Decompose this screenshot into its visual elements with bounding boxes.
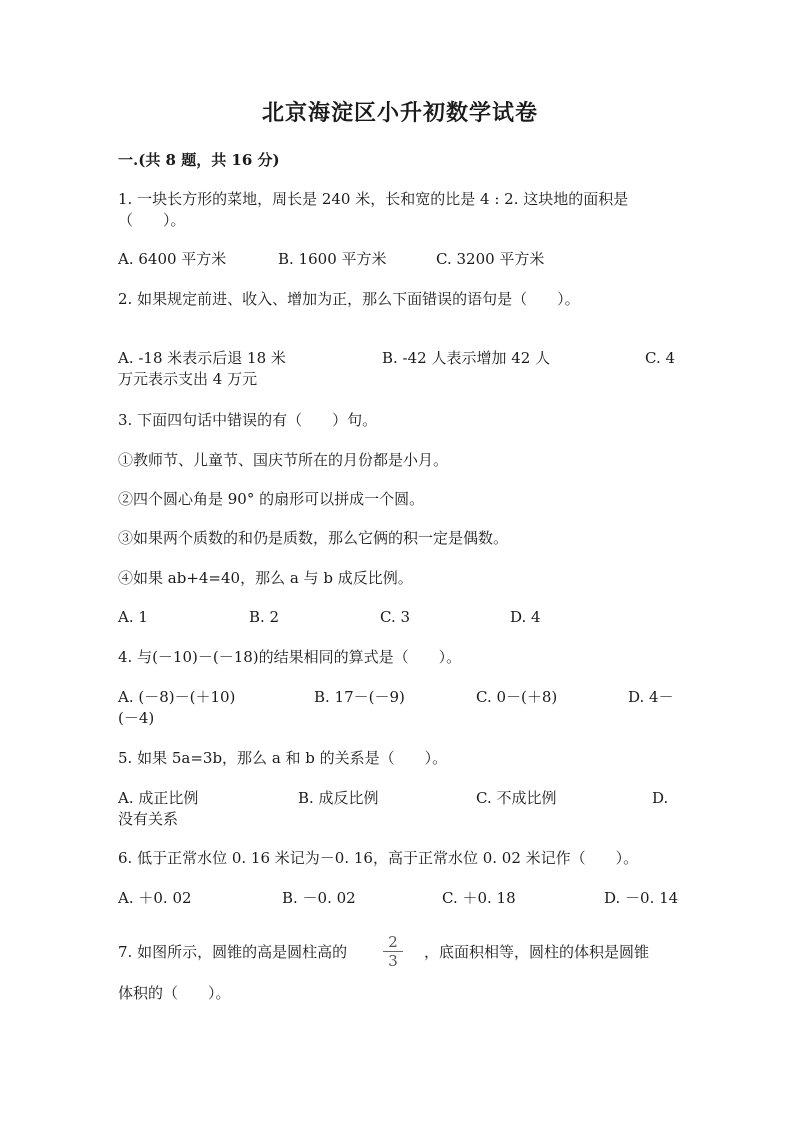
question-5-option-d[interactable]: D. bbox=[652, 789, 669, 807]
question-6-option-d[interactable]: D. －0. 14 bbox=[604, 889, 679, 907]
question-3-text: 3. 下面四句话中错误的有（ ）句。 bbox=[118, 411, 378, 429]
question-5-option-d-wrap: 没有关系 bbox=[118, 810, 179, 828]
question-6-text: 6. 低于正常水位 0. 16 米记为－0. 16，高于正常水位 0. 02 米记作（ ）。 bbox=[118, 849, 639, 867]
question-5-option-b[interactable]: B. 成反比例 bbox=[298, 789, 379, 807]
question-5-option-c[interactable]: C. 不成比例 bbox=[476, 789, 557, 807]
question-1-blank: （ ）。 bbox=[118, 211, 186, 229]
question-4-text: 4. 与(－10)－(－18)的结果相同的算式是（ ）。 bbox=[118, 648, 462, 666]
question-4-option-a[interactable]: A. (－8)－(＋10) bbox=[118, 688, 236, 706]
question-1-option-b[interactable]: B. 1600 平方米 bbox=[278, 250, 387, 268]
question-2-option-c[interactable]: C. 4 bbox=[645, 349, 676, 367]
fraction-denominator: 3 bbox=[388, 952, 398, 970]
question-7-text-part2: ，底面积相等，圆柱的体积是圆锥 bbox=[424, 943, 650, 961]
question-5-text: 5. 如果 5a=3b，那么 a 和 b 的关系是（ ）。 bbox=[118, 749, 448, 767]
question-3-statement-3: ③如果两个质数的和仍是质数，那么它俩的积一定是偶数。 bbox=[118, 529, 509, 547]
question-2-option-c-wrap: 万元表示支出 4 万元 bbox=[118, 370, 258, 388]
question-2-text: 2. 如果规定前进、收入、增加为正，那么下面错误的语句是（ ）。 bbox=[118, 290, 580, 308]
question-3-statement-1: ①教师节、儿童节、国庆节所在的月份都是小月。 bbox=[118, 451, 449, 469]
question-6-option-a[interactable]: A. ＋0. 02 bbox=[118, 889, 192, 907]
question-1-option-a[interactable]: A. 6400 平方米 bbox=[118, 250, 227, 268]
fraction-two-thirds bbox=[383, 934, 403, 969]
question-5-option-a[interactable]: A. 成正比例 bbox=[118, 789, 199, 807]
question-3-option-a[interactable]: A. 1 bbox=[118, 608, 148, 626]
question-4-option-d-wrap: (－4) bbox=[118, 709, 155, 727]
question-7-text-part1: 7. 如图所示，圆锥的高是圆柱高的 bbox=[118, 943, 348, 961]
section-heading: 一.(共 8 题，共 16 分) bbox=[118, 151, 280, 169]
question-3-statement-2: ②四个圆心角是 90° 的扇形可以拼成一个圆。 bbox=[118, 490, 425, 508]
question-3-option-c[interactable]: C. 3 bbox=[380, 608, 411, 626]
question-2-option-b[interactable]: B. -42 人表示增加 42 人 bbox=[382, 349, 551, 367]
question-2-option-a[interactable]: A. -18 米表示后退 18 米 bbox=[118, 349, 286, 367]
question-6-option-b[interactable]: B. －0. 02 bbox=[282, 889, 356, 907]
question-3-option-d[interactable]: D. 4 bbox=[510, 608, 541, 626]
question-7-blank: 体积的（ ）。 bbox=[118, 984, 231, 1002]
page-title: 北京海淀区小升初数学试卷 bbox=[261, 100, 538, 126]
question-3-statement-4: ④如果 ab+4=40，那么 a 与 b 成反比例。 bbox=[118, 569, 413, 587]
question-4-option-d[interactable]: D. 4－ bbox=[628, 688, 674, 706]
question-4-option-c[interactable]: C. 0－(＋8) bbox=[476, 688, 558, 706]
fraction-numerator: 2 bbox=[388, 933, 398, 951]
question-3-option-b[interactable]: B. 2 bbox=[249, 608, 280, 626]
question-6-option-c[interactable]: C. ＋0. 18 bbox=[442, 889, 516, 907]
question-1-text: 1. 一块长方形的菜地，周长是 240 米，长和宽的比是 4 : 2. 这块地的面积是 bbox=[118, 190, 629, 208]
question-4-option-b[interactable]: B. 17－(－9) bbox=[314, 688, 405, 706]
question-1-option-c[interactable]: C. 3200 平方米 bbox=[436, 250, 545, 268]
